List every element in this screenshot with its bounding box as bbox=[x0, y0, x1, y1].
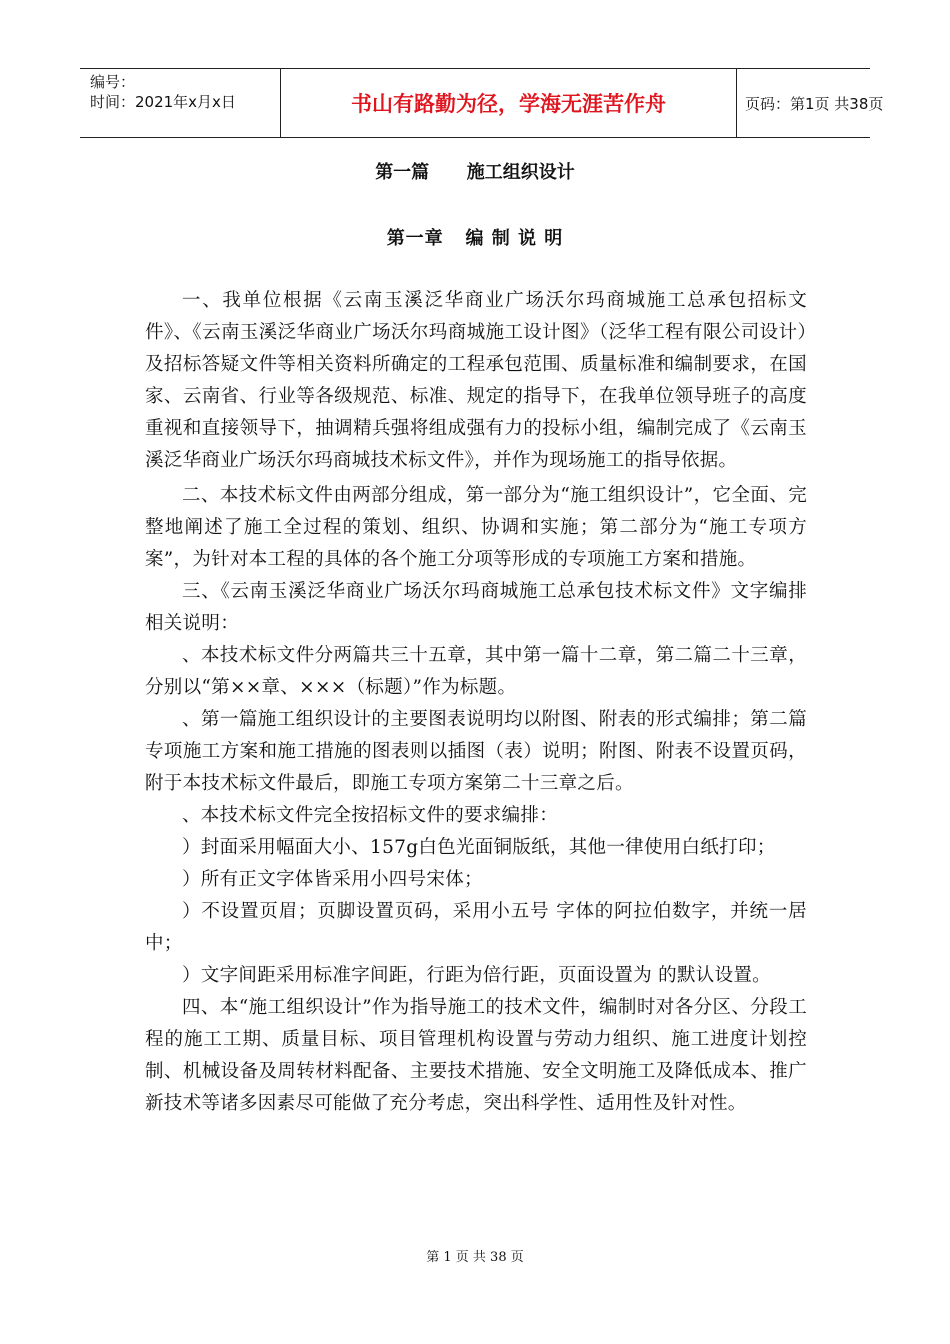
serial-label: 编号： bbox=[90, 73, 136, 91]
header-meta bbox=[80, 69, 280, 137]
paragraph-3: 三、《云南玉溪泛华商业广场沃尔玛商城施工总承包技术标文件》文字编排相关说明： bbox=[145, 581, 807, 634]
chapter-title: 第一章 编 制 说 明 bbox=[386, 228, 564, 249]
motto: 书山有路勤为径，学海无涯苦作舟 bbox=[280, 69, 737, 137]
page-footer: 第 1 页 共 38 页 bbox=[426, 1250, 524, 1265]
page-info: 页码：第1页 共38页 bbox=[745, 94, 884, 113]
paragraph-3-3-a: ）封面采用幅面大小、157g白色光面铜版纸，其他一律使用白纸打印； bbox=[182, 837, 776, 858]
paragraph-3-3-c: ）不设置页眉；页脚设置页码，采用小五号 字体的阿拉伯数字，并统一居中； bbox=[145, 901, 807, 954]
date-label: 时间：2021年x月x日 bbox=[90, 93, 236, 111]
paragraph-2: 二、本技术标文件由两部分组成，第一部分为“施工组织设计”，它全面、完整地阐述了施工全过程的策划、组织、协调和实施；第二部分为“施工专项方案”，为针对本工程的具体的各个施工分项等形成的专项施工方案和措施。 bbox=[145, 485, 807, 570]
paragraph-4: 四、本“施工组织设计”作为指导施工的技术文件，编制时对各分区、分段工程的施工工期、质量目标、项目管理机构设置与劳动力组织、施工进度计划控制、机械设备及周转材料配备、主要技术措施、安全文明施工及降低成本、推广新技术等诸多因素尽可能做了充分考虑，突出科学性、适用性及针对性。 bbox=[145, 997, 807, 1114]
paragraph-3-3-d: ）文字间距采用标准字间距，行距为倍行距，页面设置为 的默认设置。 bbox=[182, 965, 771, 986]
paragraph-3-2: 、第一篇施工组织设计的主要图表说明均以附图、附表的形式编排；第二篇专项施工方案和施工措施的图表则以插图（表）说明；附图、附表不设置页码，附于本技术标文件最后，即施工专项方案第二十三章之后。 bbox=[145, 709, 807, 794]
part-title: 第一篇 施工组织设计 bbox=[375, 162, 575, 183]
document-body bbox=[145, 285, 807, 1120]
paragraph-3-3: 、本技术标文件完全按招标文件的要求编排： bbox=[182, 805, 559, 826]
paragraph-3-1: 、本技术标文件分两篇共三十五章，其中第一篇十二章，第二篇二十三章，分别以“第××章、×××（标题）”作为标题。 bbox=[145, 645, 807, 698]
header-table bbox=[80, 68, 884, 138]
paragraph-1: 一、我单位根据《云南玉溪泛华商业广场沃尔玛商城施工总承包招标文件》、《云南玉溪泛华商业广场沃尔玛商城施工设计图》（泛华工程有限公司设计）及招标答疑文件等相关资料所确定的工程承包范围、质量标准和编制要求，在国家、云南省、行业等各级规范、标准、规定的指导下，在我单位领导班子的高度重视和直接领导下，抽调精兵强将组成强有力的投标小组，编制完成了《云南玉溪泛华商业广场沃尔玛商城技术标文件》，并作为现场施工的指导依据。 bbox=[145, 290, 807, 471]
paragraph-3-3-b: ）所有正文字体皆采用小四号宋体； bbox=[182, 869, 483, 890]
